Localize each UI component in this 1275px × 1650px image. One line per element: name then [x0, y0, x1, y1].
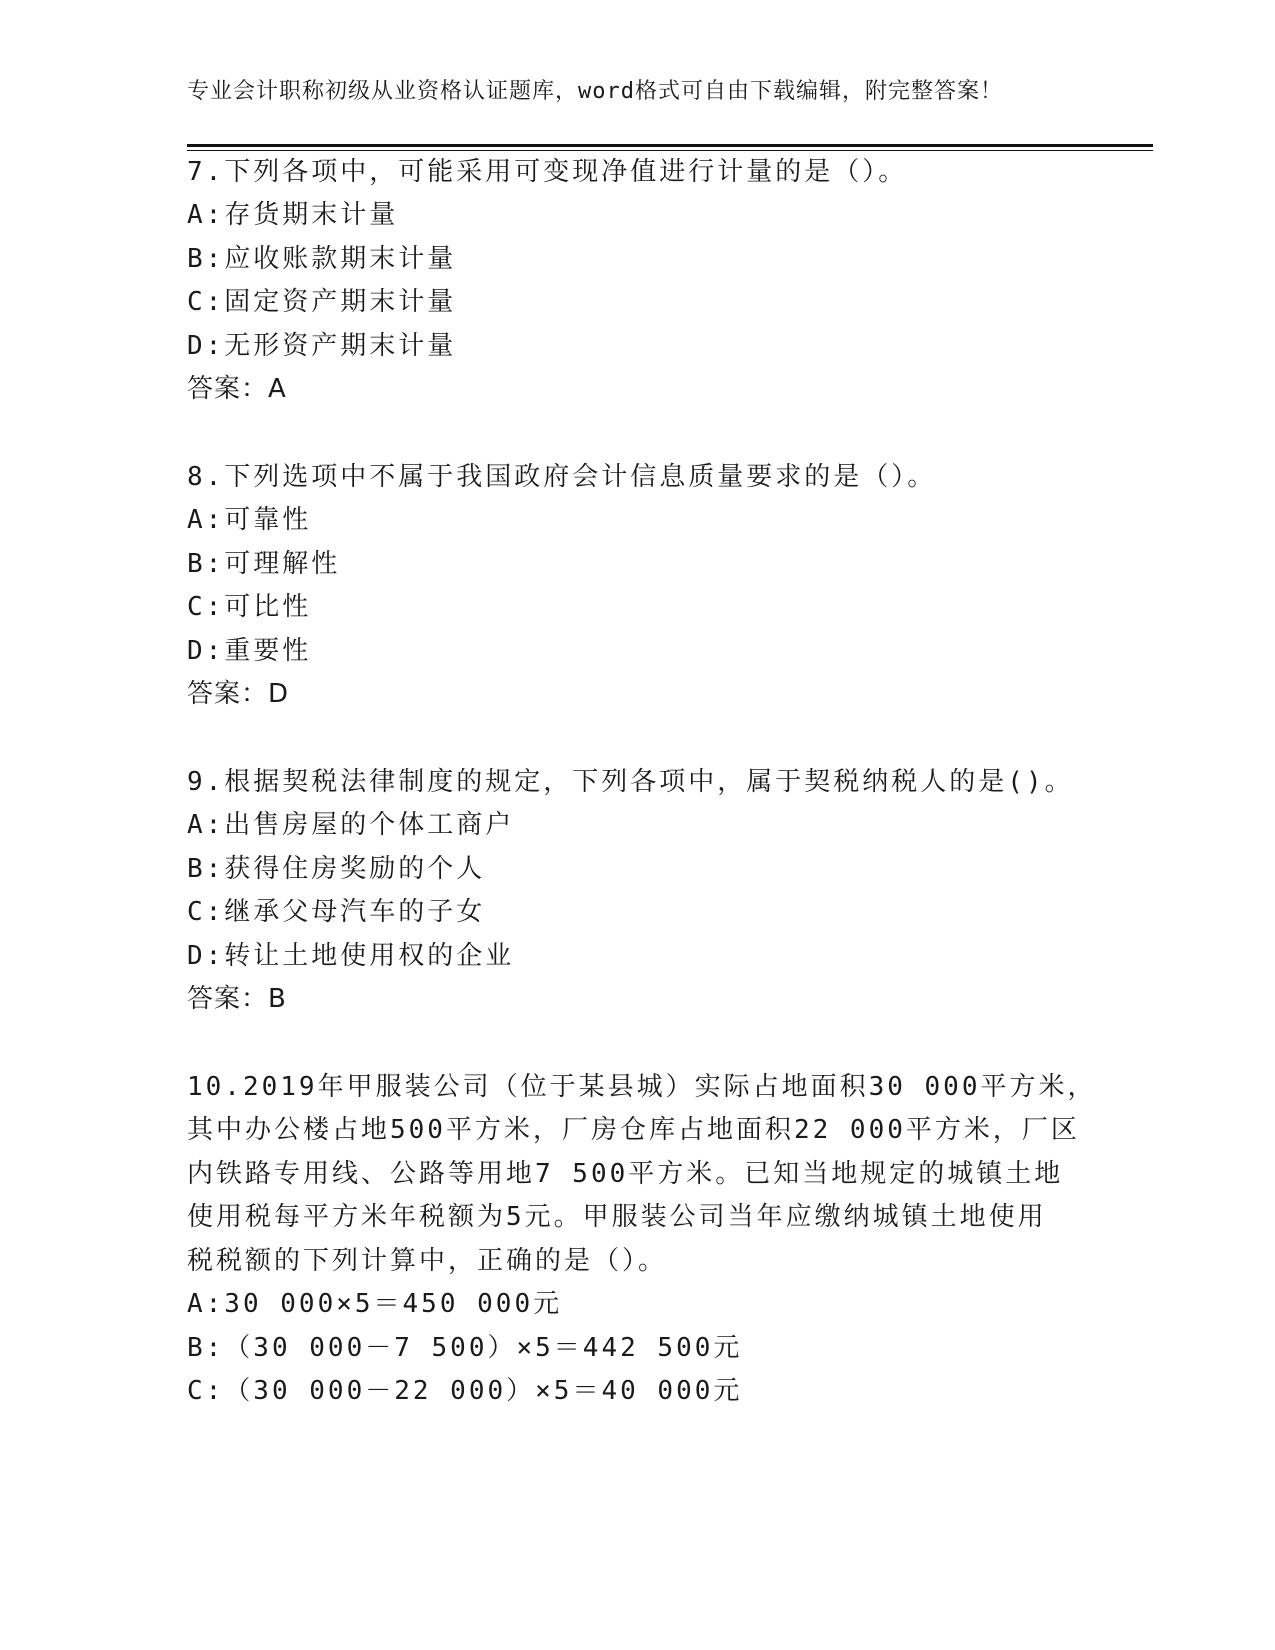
question-8-stem: 8.下列选项中不属于我国政府会计信息质量要求的是（）。: [187, 462, 937, 492]
header-rule-thin: [187, 150, 1153, 151]
question-8-option-b: B:可理解性: [187, 549, 341, 579]
question-7-option-c: C:固定资产期末计量: [187, 287, 457, 317]
question-8-option-a: A:可靠性: [187, 505, 312, 535]
question-10-stem-line: 其中办公楼占地500平方米，厂房仓库占地面积22 000平方米，厂区: [187, 1115, 1080, 1145]
question-7-option-a: A:存货期末计量: [187, 200, 399, 230]
question-7-option-d: D:无形资产期末计量: [187, 331, 457, 361]
question-9-stem: 9.根据契税法律制度的规定，下列各项中，属于契税纳税人的是()。: [187, 767, 1074, 797]
question-8-answer: 答案：D: [187, 679, 290, 709]
question-8-option-c: C:可比性: [187, 592, 312, 622]
question-10-stem-line: 10.2019年甲服装公司（位于某县城）实际占地面积30 000平方米，: [187, 1072, 1097, 1102]
question-10-option-b: B:（30 000－7 500）×5＝442 500元: [187, 1333, 743, 1363]
question-10-stem-line: 内铁路专用线、公路等用地7 500平方米。已知当地规定的城镇土地: [187, 1159, 1064, 1189]
question-9-option-b: B:获得住房奖励的个人: [187, 854, 486, 884]
question-7-option-b: B:应收账款期末计量: [187, 244, 457, 274]
question-10-stem-line: 使用税每平方米年税额为5元。甲服装公司当年应缴纳城镇土地使用: [187, 1202, 1047, 1232]
question-10-option-c: C:（30 000－22 000）×5＝40 000元: [187, 1376, 743, 1406]
question-10-stem-line: 税税额的下列计算中，正确的是（）。: [187, 1246, 668, 1276]
header-rule: [187, 144, 1153, 147]
question-7-stem: 7.下列各项中，可能采用可变现净值进行计量的是（）。: [187, 157, 908, 187]
question-10-option-a: A:30 000×5＝450 000元: [187, 1289, 563, 1319]
question-9-option-c: C:继承父母汽车的子女: [187, 897, 486, 927]
question-9-option-d: D:转让土地使用权的企业: [187, 941, 515, 971]
question-9-option-a: A:出售房屋的个体工商户: [187, 810, 515, 840]
question-9-answer: 答案：B: [187, 984, 287, 1014]
question-7-answer: 答案：A: [187, 374, 287, 404]
page-header: 专业会计职称初级从业资格认证题库，word格式可自由下载编辑，附完整答案！: [187, 79, 1003, 104]
question-8-option-d: D:重要性: [187, 636, 312, 666]
